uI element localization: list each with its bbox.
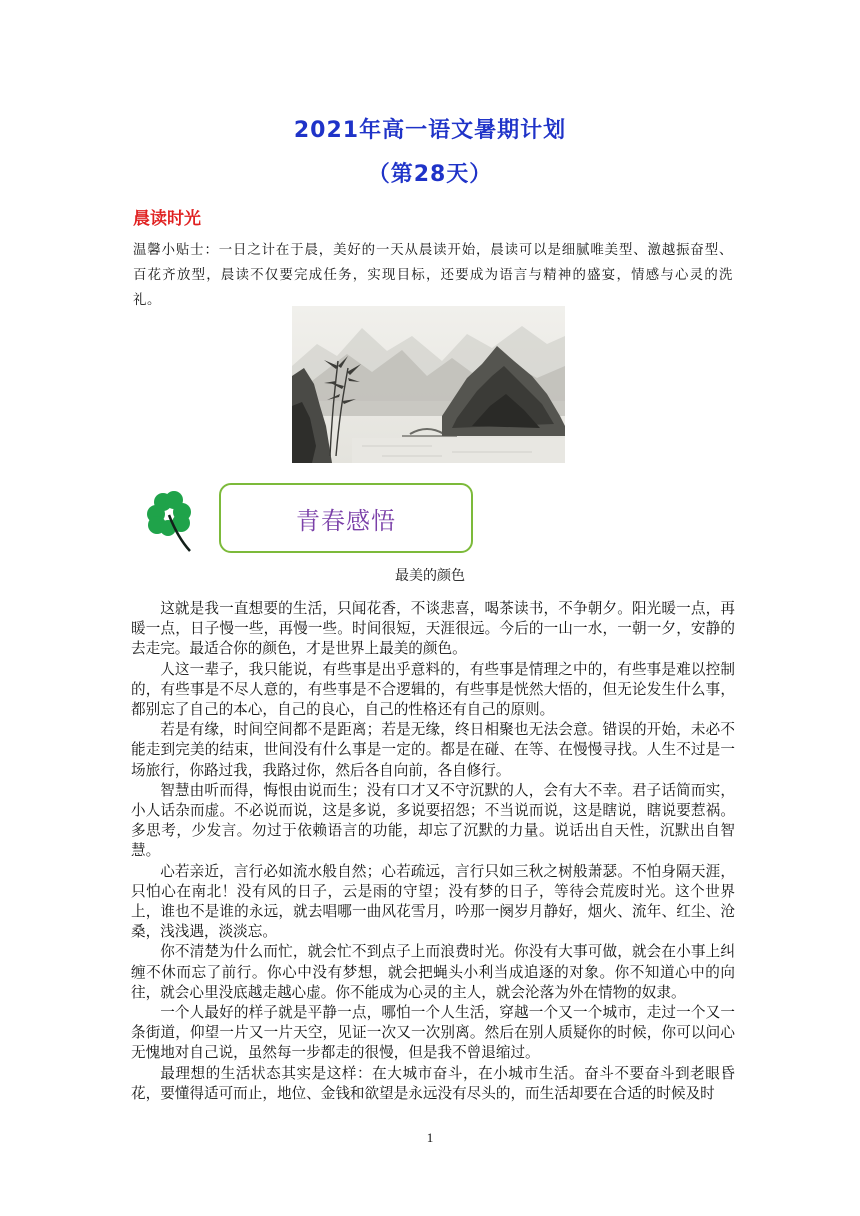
article-body: [131, 599, 735, 1104]
paragraph: 最理想的生活状态其实是这样：在大城市奋斗，在小城市生活。奋斗不要奋斗到老眼昏花，要懂得适可而止，地位、金钱和欲望是永远没有尽头的，而生活却要在合适的时候及时: [131, 1064, 735, 1102]
section-banner: [219, 483, 473, 553]
day-label: （第28天）: [367, 162, 493, 187]
paragraph: 人这一辈子，我只能说，有些事是出乎意料的，有些事是情理之中的，有些事是难以控制的，有些事是不尽人意的，有些事是不合逻辑的，有些事是恍然大悟的，但无论发生什么事，都别忘了自己的本心，自己的良心，自己的性格还有自己的原则。: [131, 660, 735, 719]
paragraph: 你不清楚为什么而忙，就会忙不到点子上而浪费时光。你没有大事可做，就会在小事上纠缠不休而忘了前行。你心中没有梦想，就会把蝇头小利当成追逐的对象。你不知道心中的向往，就会心里没底越走越心虚。你不能成为心灵的主人，就会沦落为外在情物的奴隶。: [131, 943, 735, 1001]
paragraph: 这就是我一直想要的生活，只闻花香，不谈悲喜，喝茶读书，不争朝夕。阳光暖一点，再暖一点，日子慢一些，再慢一些。时间很短，天涯很远。今后的一山一水，一朝一夕，安静的去走完。最适合你的颜色，才是世界上最美的颜色。: [131, 600, 735, 658]
article-title: 最美的颜色: [395, 568, 465, 584]
page-title: 2021年高一语文暑期计划: [293, 118, 567, 143]
paragraph: 一个人最好的样子就是平静一点，哪怕一个人生活，穿越一个又一个城市，走过一个又一条街道，仰望一片又一片天空，见证一次又一次别离。然后在别人质疑你的时候，你可以问心无愧地对自己说，虽然每一步都走的很慢，但是我不曾退缩过。: [131, 1004, 735, 1062]
paragraph: 心若亲近，言行必如流水般自然；心若疏远，言行只如三秋之树般萧瑟。不怕身隔天涯，只怕心在南北！没有风的日子，云是雨的守望；没有梦的日子，等待会荒废时光。这个世界上，谁也不是谁的永远，就去唱哪一曲风花雪月，吟那一阕岁月静好，烟火、流年、红尘、沧桑，浅浅遇，淡淡忘。: [131, 862, 735, 941]
page-number: 1: [426, 1130, 434, 1145]
paragraph: 智慧由听而得，悔恨由说而生；没有口才又不守沉默的人，会有大不幸。君子话简而实，小人话杂而虚。不必说而说，这是多说，多说要招怨；不当说而说，这是瞎说，瞎说要惹祸。多思考，少发言。勿过于依赖语言的功能，却忘了沉默的力量。说话出自天性，沉默出自智慧。: [131, 781, 735, 860]
paragraph: 若是有缘，时间空间都不是距离；若是无缘，终日相聚也无法会意。错误的开始，未必不能走到完美的结束，世间没有什么事是一定的。都是在碰、在等、在慢慢寻找。人生不过是一场旅行，你路过我，我路过你，然后各自向前，各自修行。: [131, 721, 735, 779]
section-heading: 晨读时光: [133, 209, 201, 229]
four-leaf-clover-icon: [144, 488, 200, 554]
tips-paragraph: 温馨小贴士：一日之计在于晨，美好的一天从晨读开始，晨读可以是细腻唯美型、激越振奋型、百花齐放型，晨读不仅要完成任务，实现目标，还要成为语言与精神的盛宴，情感与心灵的洗礼。: [133, 243, 733, 308]
banner-label: 青春感悟: [296, 506, 396, 535]
landscape-painting: [292, 306, 565, 463]
